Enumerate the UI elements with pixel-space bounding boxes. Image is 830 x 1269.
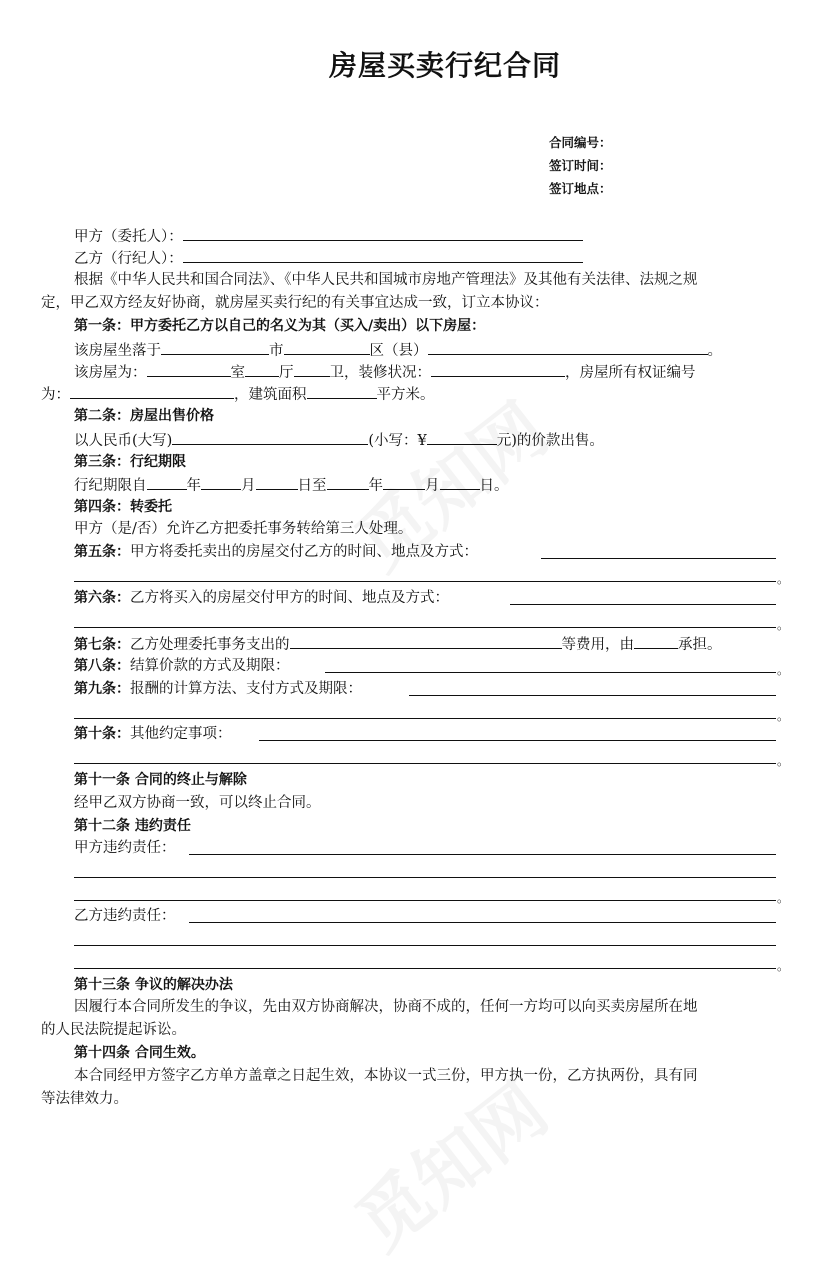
party-a-liability-field-2[interactable] xyxy=(74,877,776,878)
article-4-body: 甲方（是/否）允许乙方把委托事务转给第三人处理。 xyxy=(74,521,413,537)
article-8-label: 第八条： xyxy=(74,658,130,674)
article-13-body-1: 因履行本合同所发生的争议，先由双方协商解决，协商不成的，任何一方均可以向买卖房屋所在地 xyxy=(74,999,698,1015)
article-5-line xyxy=(74,542,478,562)
article-6-field-2[interactable] xyxy=(74,627,776,628)
article-6-label: 第六条： xyxy=(74,590,130,606)
text: 乙方处理委托事务支出的 xyxy=(130,637,290,653)
text: 市 xyxy=(269,343,284,359)
contract-number-label: 合同编号： xyxy=(549,135,612,150)
text: 区（县） xyxy=(369,343,428,359)
article-5-field[interactable] xyxy=(541,558,776,559)
text: 该房屋坐落于 xyxy=(74,343,161,359)
article-1-location xyxy=(74,339,722,361)
party-a-field[interactable] xyxy=(183,225,583,241)
period-mark: 。 xyxy=(777,572,790,586)
text: 承担。 xyxy=(678,637,722,653)
article-10-label: 第十条： xyxy=(74,726,130,742)
period-mark: 。 xyxy=(777,959,790,973)
article-13-body-2: 的人民法院提起诉讼。 xyxy=(41,1022,186,1038)
start-month-field[interactable] xyxy=(201,474,241,490)
halls-field[interactable] xyxy=(245,361,279,377)
end-day-field[interactable] xyxy=(440,474,480,490)
party-b-liability-field-2[interactable] xyxy=(74,945,776,946)
city-field[interactable] xyxy=(161,339,269,355)
text: 行纪期限自 xyxy=(74,478,147,494)
text: 为： xyxy=(41,387,70,403)
article-1-cert xyxy=(41,383,435,405)
text: 元)的价款出售。 xyxy=(496,433,604,449)
text: 日。 xyxy=(479,478,509,494)
article-6-line xyxy=(74,588,449,608)
text: 年 xyxy=(186,478,201,494)
article-10-text: 其他约定事项： xyxy=(130,726,232,742)
period-mark: 。 xyxy=(777,709,790,723)
text: 。 xyxy=(707,343,722,359)
party-b-line xyxy=(74,247,583,269)
article-8-line xyxy=(74,656,290,676)
sign-place-label: 签订地点： xyxy=(549,181,612,196)
article-9-label: 第九条： xyxy=(74,681,130,697)
area-field[interactable] xyxy=(307,383,377,399)
rooms-field[interactable] xyxy=(147,361,231,377)
watermark xyxy=(331,1055,565,1269)
article-8-field[interactable] xyxy=(325,672,776,673)
text: 日至 xyxy=(297,478,327,494)
address-field[interactable] xyxy=(428,339,708,355)
district-field[interactable] xyxy=(284,339,370,355)
text: 室 xyxy=(230,365,245,381)
article-4-heading: 第四条：转委托 xyxy=(74,499,172,515)
document-title: 房屋买卖行纪合同 xyxy=(328,49,561,82)
article-3-heading: 第三条：行纪期限 xyxy=(74,454,186,470)
end-year-field[interactable] xyxy=(327,474,369,490)
article-6-field[interactable] xyxy=(510,604,776,605)
text: 以人民币(大写) xyxy=(74,433,173,449)
party-a-label: 甲方（委托人）： xyxy=(74,229,183,245)
article-9-field-2[interactable] xyxy=(74,718,776,719)
text: (小写：¥ xyxy=(368,433,427,449)
article-2-price xyxy=(74,429,604,451)
article-8-text: 结算价款的方式及期限： xyxy=(130,658,290,674)
text: 该房屋为： xyxy=(74,365,147,381)
article-3-period xyxy=(74,474,509,496)
article-5-field-2[interactable] xyxy=(74,581,776,582)
intro-line-1: 根据《中华人民共和国合同法》、《中华人民共和国城市房地产管理法》及其他有关法律、法规之规 xyxy=(74,272,698,288)
expense-field[interactable] xyxy=(290,633,562,649)
party-b-liability-field[interactable] xyxy=(189,922,776,923)
text: ，房屋所有权证编号 xyxy=(565,365,696,381)
article-9-line xyxy=(74,679,362,699)
party-a-liability-field-3[interactable] xyxy=(74,900,776,901)
baths-field[interactable] xyxy=(294,361,330,377)
article-10-field-2[interactable] xyxy=(74,763,776,764)
article-7-line xyxy=(74,633,722,655)
article-7-label: 第七条： xyxy=(74,637,130,653)
article-2-heading: 第二条：房屋出售价格 xyxy=(74,408,214,424)
text: 平方米。 xyxy=(376,387,435,403)
period-mark: 。 xyxy=(777,663,790,677)
party-a-liability-field[interactable] xyxy=(189,854,776,855)
article-11-heading: 第十一条 合同的终止与解除 xyxy=(74,772,247,788)
article-1-type xyxy=(74,361,696,383)
article-13-heading: 第十三条 争议的解决办法 xyxy=(74,977,233,993)
article-14-body-2: 等法律效力。 xyxy=(41,1091,128,1107)
price-number-field[interactable] xyxy=(427,429,497,445)
text: 厅 xyxy=(279,365,294,381)
article-14-heading: 第十四条 合同生效。 xyxy=(74,1045,205,1061)
article-5-label: 第五条： xyxy=(74,544,130,560)
price-words-field[interactable] xyxy=(172,429,368,445)
text: 月 xyxy=(425,478,440,494)
party-b-liability-label: 乙方违约责任： xyxy=(74,908,176,924)
start-year-field[interactable] xyxy=(147,474,187,490)
cert-number-field[interactable] xyxy=(70,383,234,399)
text: 等费用，由 xyxy=(561,637,634,653)
article-12-heading: 第十二条 违约责任 xyxy=(74,818,191,834)
start-day-field[interactable] xyxy=(256,474,298,490)
intro-line-2: 定，甲乙双方经友好协商，就房屋买卖行纪的有关事宜达成一致，订立本协议： xyxy=(41,295,549,311)
end-month-field[interactable] xyxy=(383,474,425,490)
party-b-label: 乙方（行纪人）： xyxy=(74,251,183,267)
party-b-liability-field-3[interactable] xyxy=(74,968,776,969)
article-6-text: 乙方将买入的房屋交付甲方的时间、地点及方式： xyxy=(130,590,449,606)
period-mark: 。 xyxy=(777,891,790,905)
bearer-field[interactable] xyxy=(634,633,678,649)
text: 年 xyxy=(368,478,383,494)
article-9-text: 报酬的计算方法、支付方式及期限： xyxy=(130,681,362,697)
article-11-body: 经甲乙双方协商一致，可以终止合同。 xyxy=(74,795,321,811)
party-a-liability-label: 甲方违约责任： xyxy=(74,840,176,856)
period-mark: 。 xyxy=(777,618,790,632)
article-14-body-1: 本合同经甲方签字乙方单方盖章之日起生效，本协议一式三份，甲方执一份，乙方执两份，具有同 xyxy=(74,1068,698,1084)
sign-date-label: 签订时间： xyxy=(549,158,612,173)
period-mark: 。 xyxy=(777,754,790,768)
text: ，建筑面积 xyxy=(234,387,307,403)
article-10-field[interactable] xyxy=(259,740,776,741)
party-b-field[interactable] xyxy=(183,247,583,263)
text: 卫，装修状况： xyxy=(329,365,431,381)
party-a-line xyxy=(74,225,583,247)
decoration-field[interactable] xyxy=(431,361,565,377)
article-9-field[interactable] xyxy=(409,695,776,696)
article-1-heading: 第一条：甲方委托乙方以自己的名义为其（买入/卖出）以下房屋： xyxy=(74,318,486,334)
article-10-line xyxy=(74,724,232,744)
text: 月 xyxy=(241,478,256,494)
article-5-text: 甲方将委托卖出的房屋交付乙方的时间、地点及方式： xyxy=(130,544,478,560)
